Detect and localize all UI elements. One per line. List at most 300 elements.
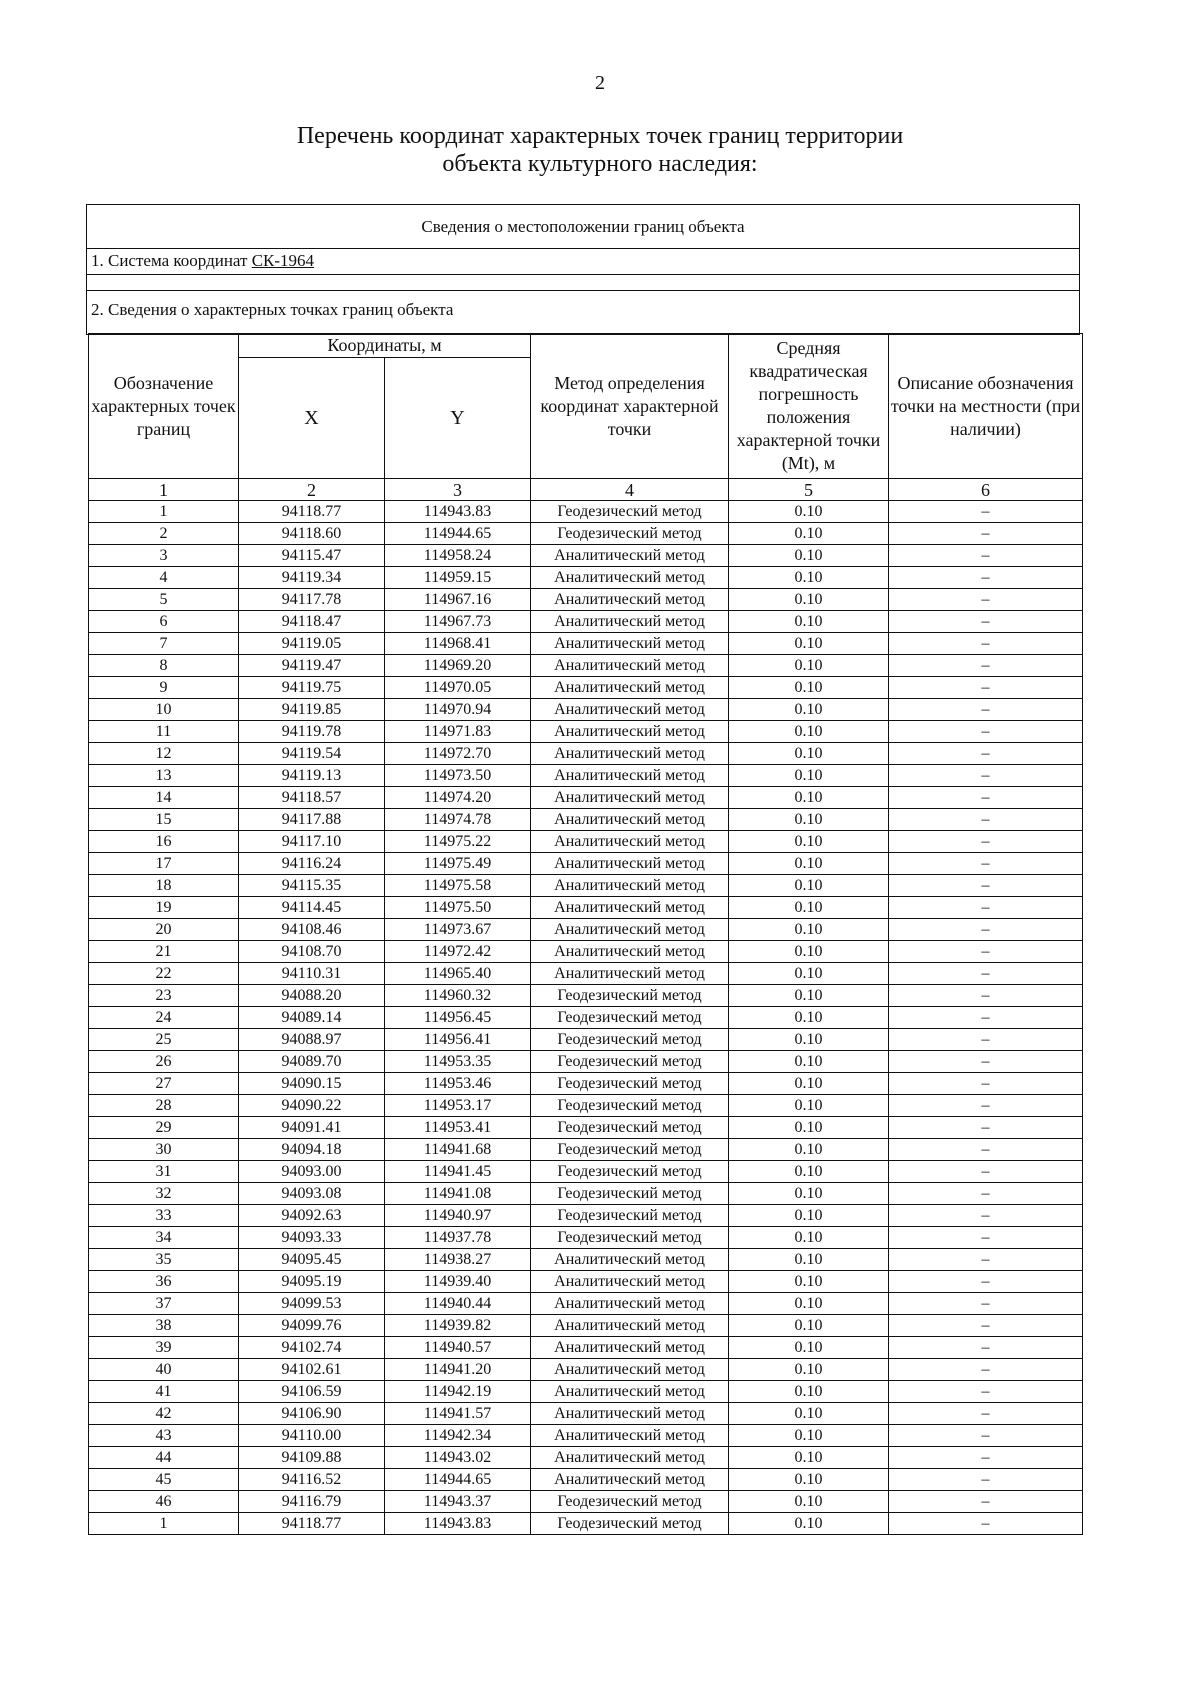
error-cell: 0.10 [729,1183,889,1205]
description-cell: – [889,589,1083,611]
method-cell: Аналитический метод [531,721,729,743]
y-coordinate-cell: 114965.40 [385,963,531,985]
method-cell: Аналитический метод [531,765,729,787]
column-number: 5 [729,479,889,501]
error-cell: 0.10 [729,567,889,589]
description-cell: – [889,875,1083,897]
x-coordinate-cell: 94119.75 [239,677,385,699]
y-coordinate-cell: 114975.22 [385,831,531,853]
method-cell: Геодезический метод [531,1007,729,1029]
x-coordinate-cell: 94090.22 [239,1095,385,1117]
y-coordinate-cell: 114975.49 [385,853,531,875]
x-coordinate-cell: 94091.41 [239,1117,385,1139]
table-row [89,1447,1083,1469]
table-row [89,897,1083,919]
description-cell: – [889,677,1083,699]
table-row [89,655,1083,677]
point-number-cell: 16 [89,831,239,853]
x-coordinate-cell: 94114.45 [239,897,385,919]
point-number-cell: 21 [89,941,239,963]
x-coordinate-cell: 94099.76 [239,1315,385,1337]
x-coordinate-cell: 94117.88 [239,809,385,831]
y-coordinate-cell: 114960.32 [385,985,531,1007]
table-row [89,633,1083,655]
error-cell: 0.10 [729,1271,889,1293]
error-cell: 0.10 [729,765,889,787]
description-cell: – [889,1029,1083,1051]
coordinate-system-value: СК-1964 [251,251,315,270]
error-cell: 0.10 [729,1403,889,1425]
method-cell: Геодезический метод [531,1139,729,1161]
title-line-2: объекта культурного наследия: [442,151,758,177]
table-row [89,1117,1083,1139]
x-coordinate-cell: 94110.00 [239,1425,385,1447]
description-cell: – [889,743,1083,765]
col-method-header: Метод определения координат характерной точки [531,334,729,479]
description-cell: – [889,985,1083,1007]
point-number-cell: 8 [89,655,239,677]
method-cell: Аналитический метод [531,831,729,853]
col-error-header: Средняя квадратическая погрешность положения характерной точки (Mt), м [729,334,889,479]
point-number-cell: 19 [89,897,239,919]
point-number-cell: 14 [89,787,239,809]
table-row [89,611,1083,633]
table-row [89,1227,1083,1249]
points-heading: 2. Сведения о характерных точках границ объекта [91,300,454,319]
table-row [89,1425,1083,1447]
method-cell: Аналитический метод [531,1249,729,1271]
column-number-row [89,479,1083,501]
col-y-header: Y [385,358,531,479]
description-cell: – [889,1293,1083,1315]
method-cell: Аналитический метод [531,743,729,765]
point-number-cell: 45 [89,1469,239,1491]
y-coordinate-cell: 114956.41 [385,1029,531,1051]
point-number-cell: 32 [89,1183,239,1205]
x-coordinate-cell: 94088.97 [239,1029,385,1051]
table-row [89,1381,1083,1403]
x-coordinate-cell: 94106.90 [239,1403,385,1425]
y-coordinate-cell: 114973.67 [385,919,531,941]
description-cell: – [889,1271,1083,1293]
y-coordinate-cell: 114944.65 [385,523,531,545]
description-cell: – [889,1249,1083,1271]
table-row [89,1007,1083,1029]
y-coordinate-cell: 114968.41 [385,633,531,655]
point-number-cell: 41 [89,1381,239,1403]
table-row [89,1491,1083,1513]
description-cell: – [889,545,1083,567]
x-coordinate-cell: 94119.47 [239,655,385,677]
column-number: 1 [89,479,239,501]
method-cell: Аналитический метод [531,677,729,699]
method-cell: Геодезический метод [531,523,729,545]
y-coordinate-cell: 114937.78 [385,1227,531,1249]
point-number-cell: 1 [89,501,239,523]
x-coordinate-cell: 94119.13 [239,765,385,787]
y-coordinate-cell: 114942.19 [385,1381,531,1403]
y-coordinate-cell: 114939.40 [385,1271,531,1293]
table-row [89,589,1083,611]
column-number: 3 [385,479,531,501]
method-cell: Аналитический метод [531,1447,729,1469]
x-coordinate-cell: 94117.78 [239,589,385,611]
method-cell: Геодезический метод [531,1051,729,1073]
table-row [89,1183,1083,1205]
error-cell: 0.10 [729,699,889,721]
y-coordinate-cell: 114959.15 [385,567,531,589]
error-cell: 0.10 [729,897,889,919]
point-number-cell: 2 [89,523,239,545]
point-number-cell: 11 [89,721,239,743]
x-coordinate-cell: 94119.85 [239,699,385,721]
x-coordinate-cell: 94089.70 [239,1051,385,1073]
y-coordinate-cell: 114943.02 [385,1447,531,1469]
method-cell: Аналитический метод [531,1271,729,1293]
description-cell: – [889,1139,1083,1161]
x-coordinate-cell: 94118.57 [239,787,385,809]
table-row [89,831,1083,853]
point-number-cell: 13 [89,765,239,787]
description-cell: – [889,1403,1083,1425]
x-coordinate-cell: 94092.63 [239,1205,385,1227]
error-cell: 0.10 [729,1007,889,1029]
table-row [89,1073,1083,1095]
method-cell: Геодезический метод [531,985,729,1007]
method-cell: Аналитический метод [531,1381,729,1403]
y-coordinate-cell: 114967.73 [385,611,531,633]
description-cell: – [889,1513,1083,1535]
method-cell: Аналитический метод [531,963,729,985]
method-cell: Аналитический метод [531,1403,729,1425]
y-coordinate-cell: 114943.37 [385,1491,531,1513]
table-row [89,699,1083,721]
point-number-cell: 44 [89,1447,239,1469]
point-number-cell: 28 [89,1095,239,1117]
title-line-1: Перечень координат характерных точек границ территории [296,123,904,149]
error-cell: 0.10 [729,787,889,809]
point-number-cell: 46 [89,1491,239,1513]
x-coordinate-cell: 94102.74 [239,1337,385,1359]
y-coordinate-cell: 114940.44 [385,1293,531,1315]
table-row [89,1337,1083,1359]
point-number-cell: 7 [89,633,239,655]
description-cell: – [889,1337,1083,1359]
description-cell: – [889,1051,1083,1073]
point-number-cell: 42 [89,1403,239,1425]
x-coordinate-cell: 94119.54 [239,743,385,765]
x-coordinate-cell: 94094.18 [239,1139,385,1161]
point-number-cell: 9 [89,677,239,699]
description-cell: – [889,1183,1083,1205]
description-cell: – [889,699,1083,721]
point-number-cell: 23 [89,985,239,1007]
method-cell: Аналитический метод [531,545,729,567]
y-coordinate-cell: 114975.58 [385,875,531,897]
description-cell: – [889,611,1083,633]
method-cell: Аналитический метод [531,1293,729,1315]
y-coordinate-cell: 114971.83 [385,721,531,743]
table-row [89,523,1083,545]
method-cell: Геодезический метод [531,1183,729,1205]
point-number-cell: 17 [89,853,239,875]
method-cell: Аналитический метод [531,853,729,875]
method-cell: Аналитический метод [531,941,729,963]
x-coordinate-cell: 94118.60 [239,523,385,545]
point-number-cell: 37 [89,1293,239,1315]
x-coordinate-cell: 94102.61 [239,1359,385,1381]
method-cell: Аналитический метод [531,567,729,589]
method-cell: Аналитический метод [531,1315,729,1337]
x-coordinate-cell: 94119.34 [239,567,385,589]
method-cell: Геодезический метод [531,1073,729,1095]
method-cell: Аналитический метод [531,655,729,677]
y-coordinate-cell: 114944.65 [385,1469,531,1491]
y-coordinate-cell: 114953.35 [385,1051,531,1073]
y-coordinate-cell: 114967.16 [385,589,531,611]
description-cell: – [889,1205,1083,1227]
coordinate-system-label: 1. Система координат [91,251,248,270]
table-row [89,765,1083,787]
description-cell: – [889,1447,1083,1469]
col-coordinates-header: Координаты, м [239,334,531,358]
error-cell: 0.10 [729,1293,889,1315]
point-number-cell: 43 [89,1425,239,1447]
coordinate-system-row [87,249,1079,275]
description-cell: – [889,1073,1083,1095]
table-row [89,1029,1083,1051]
point-number-cell: 33 [89,1205,239,1227]
table-row [89,1205,1083,1227]
method-cell: Геодезический метод [531,501,729,523]
error-cell: 0.10 [729,985,889,1007]
error-cell: 0.10 [729,1381,889,1403]
point-number-cell: 3 [89,545,239,567]
x-coordinate-cell: 94093.00 [239,1161,385,1183]
error-cell: 0.10 [729,589,889,611]
y-coordinate-cell: 114958.24 [385,545,531,567]
method-cell: Аналитический метод [531,897,729,919]
point-number-cell: 40 [89,1359,239,1381]
y-coordinate-cell: 114972.42 [385,941,531,963]
description-cell: – [889,1227,1083,1249]
col-designation-header: Обозначение характерных точек границ [89,334,239,479]
y-coordinate-cell: 114941.08 [385,1183,531,1205]
method-cell: Геодезический метод [531,1117,729,1139]
error-cell: 0.10 [729,963,889,985]
error-cell: 0.10 [729,523,889,545]
table-row [89,1315,1083,1337]
x-coordinate-cell: 94093.08 [239,1183,385,1205]
error-cell: 0.10 [729,1227,889,1249]
method-cell: Геодезический метод [531,1513,729,1535]
x-coordinate-cell: 94095.19 [239,1271,385,1293]
error-cell: 0.10 [729,853,889,875]
error-cell: 0.10 [729,875,889,897]
point-number-cell: 15 [89,809,239,831]
description-cell: – [889,897,1083,919]
table-row [89,1293,1083,1315]
point-number-cell: 6 [89,611,239,633]
description-cell: – [889,941,1083,963]
method-cell: Геодезический метод [531,1161,729,1183]
description-cell: – [889,523,1083,545]
method-cell: Геодезический метод [531,1491,729,1513]
description-cell: – [889,787,1083,809]
x-coordinate-cell: 94117.10 [239,831,385,853]
point-number-cell: 36 [89,1271,239,1293]
point-number-cell: 38 [89,1315,239,1337]
x-coordinate-cell: 94110.31 [239,963,385,985]
y-coordinate-cell: 114974.78 [385,809,531,831]
method-cell: Аналитический метод [531,1337,729,1359]
y-coordinate-cell: 114940.57 [385,1337,531,1359]
method-cell: Аналитический метод [531,809,729,831]
table-row [89,1051,1083,1073]
col-description-header: Описание обозначения точки на местности (при наличии) [889,334,1083,479]
table-row [89,1249,1083,1271]
description-cell: – [889,831,1083,853]
error-cell: 0.10 [729,1249,889,1271]
section-heading: Сведения о местоположении границ объекта [87,205,1079,249]
table-row [89,721,1083,743]
error-cell: 0.10 [729,941,889,963]
point-number-cell: 30 [89,1139,239,1161]
method-cell: Аналитический метод [531,1469,729,1491]
error-cell: 0.10 [729,1359,889,1381]
point-number-cell: 35 [89,1249,239,1271]
method-cell: Аналитический метод [531,919,729,941]
description-cell: – [889,1117,1083,1139]
description-cell: – [889,765,1083,787]
table-row [89,501,1083,523]
error-cell: 0.10 [729,545,889,567]
point-number-cell: 1 [89,1513,239,1535]
method-cell: Аналитический метод [531,611,729,633]
error-cell: 0.10 [729,1139,889,1161]
point-number-cell: 4 [89,567,239,589]
error-cell: 0.10 [729,809,889,831]
y-coordinate-cell: 114973.50 [385,765,531,787]
method-cell: Аналитический метод [531,787,729,809]
y-coordinate-cell: 114972.70 [385,743,531,765]
method-cell: Геодезический метод [531,1095,729,1117]
y-coordinate-cell: 114974.20 [385,787,531,809]
error-cell: 0.10 [729,1095,889,1117]
error-cell: 0.10 [729,611,889,633]
x-coordinate-cell: 94108.70 [239,941,385,963]
point-number-cell: 26 [89,1051,239,1073]
coordinates-table [88,333,1083,1535]
error-cell: 0.10 [729,1051,889,1073]
description-cell: – [889,1469,1083,1491]
method-cell: Аналитический метод [531,875,729,897]
page-number: 2 [595,72,605,94]
error-cell: 0.10 [729,1029,889,1051]
description-cell: – [889,1425,1083,1447]
method-cell: Аналитический метод [531,589,729,611]
x-coordinate-cell: 94115.47 [239,545,385,567]
x-coordinate-cell: 94106.59 [239,1381,385,1403]
point-number-cell: 27 [89,1073,239,1095]
error-cell: 0.10 [729,1513,889,1535]
description-cell: – [889,1359,1083,1381]
description-cell: – [889,919,1083,941]
table-row [89,809,1083,831]
x-coordinate-cell: 94089.14 [239,1007,385,1029]
table-row [89,875,1083,897]
description-cell: – [889,1007,1083,1029]
table-row [89,787,1083,809]
description-cell: – [889,1095,1083,1117]
table-row [89,545,1083,567]
y-coordinate-cell: 114941.57 [385,1403,531,1425]
x-coordinate-cell: 94119.78 [239,721,385,743]
error-cell: 0.10 [729,633,889,655]
error-cell: 0.10 [729,1315,889,1337]
point-number-cell: 20 [89,919,239,941]
y-coordinate-cell: 114941.68 [385,1139,531,1161]
x-coordinate-cell: 94088.20 [239,985,385,1007]
table-row [89,1469,1083,1491]
x-coordinate-cell: 94109.88 [239,1447,385,1469]
description-cell: – [889,567,1083,589]
x-coordinate-cell: 94118.77 [239,1513,385,1535]
y-coordinate-cell: 114942.34 [385,1425,531,1447]
x-coordinate-cell: 94093.33 [239,1227,385,1249]
description-cell: – [889,809,1083,831]
y-coordinate-cell: 114969.20 [385,655,531,677]
col-x-header: X [239,358,385,479]
table-row [89,853,1083,875]
y-coordinate-cell: 114941.20 [385,1359,531,1381]
error-cell: 0.10 [729,1425,889,1447]
table-row [89,1139,1083,1161]
table-row [89,1095,1083,1117]
table-row [89,677,1083,699]
table-row [89,1271,1083,1293]
y-coordinate-cell: 114953.41 [385,1117,531,1139]
error-cell: 0.10 [729,831,889,853]
error-cell: 0.10 [729,1205,889,1227]
y-coordinate-cell: 114938.27 [385,1249,531,1271]
table-row [89,1359,1083,1381]
point-number-cell: 39 [89,1337,239,1359]
error-cell: 0.10 [729,1491,889,1513]
method-cell: Геодезический метод [531,1029,729,1051]
point-number-cell: 34 [89,1227,239,1249]
error-cell: 0.10 [729,721,889,743]
error-cell: 0.10 [729,501,889,523]
table-row [89,985,1083,1007]
point-number-cell: 31 [89,1161,239,1183]
description-cell: – [889,1381,1083,1403]
point-number-cell: 22 [89,963,239,985]
document-title [0,122,1200,178]
table-row [89,567,1083,589]
object-boundary-frame [86,204,1080,335]
method-cell: Аналитический метод [531,633,729,655]
error-cell: 0.10 [729,677,889,699]
point-number-cell: 24 [89,1007,239,1029]
description-cell: – [889,1315,1083,1337]
description-cell: – [889,655,1083,677]
method-cell: Геодезический метод [531,1227,729,1249]
method-cell: Аналитический метод [531,699,729,721]
description-cell: – [889,963,1083,985]
x-coordinate-cell: 94116.24 [239,853,385,875]
point-number-cell: 5 [89,589,239,611]
